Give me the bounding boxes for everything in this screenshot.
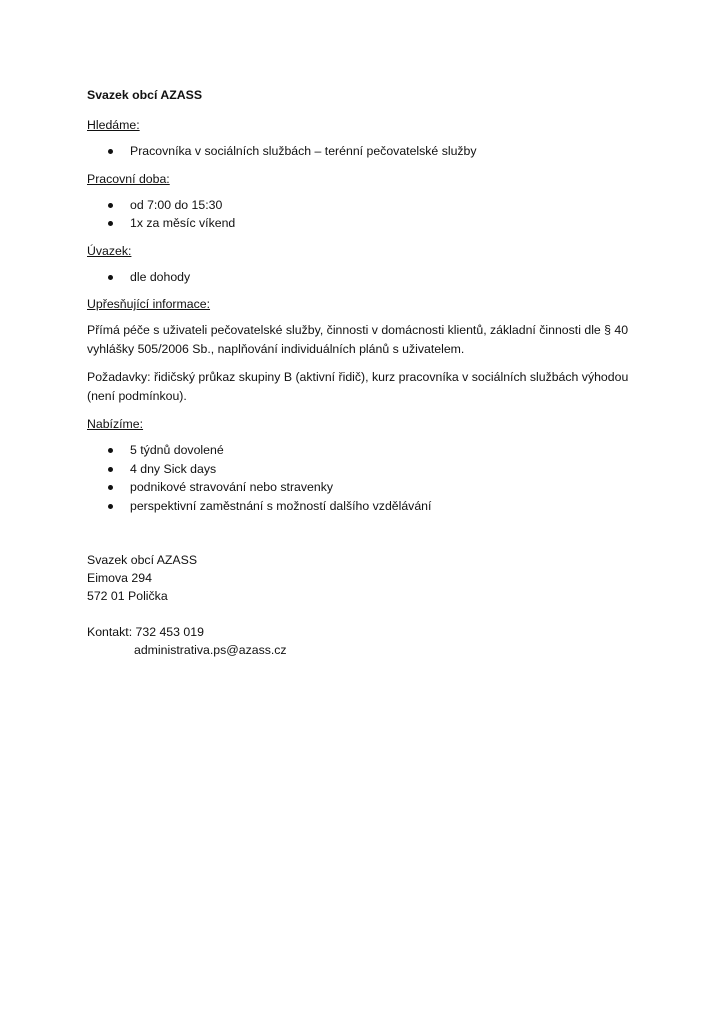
list-item-text: 1x za měsíc víkend — [130, 216, 236, 230]
address-street: Eimova 294 — [87, 571, 152, 585]
document-page — [87, 86, 647, 659]
list-item — [87, 460, 647, 479]
address-block — [87, 551, 647, 605]
paragraph-line: (není podmínkou). — [87, 388, 187, 403]
bullet-icon — [108, 448, 113, 453]
bullet-icon — [108, 149, 113, 154]
section-heading-pracovni-doba: Pracovní doba: — [87, 171, 170, 186]
list-uvazek — [87, 268, 647, 287]
bullet-icon — [108, 504, 113, 509]
paragraph-line: Přímá péče s uživateli pečovatelské služby, činnosti v domácnosti klientů, základní činnosti dle § 40 — [87, 323, 629, 337]
list-item — [87, 478, 647, 497]
list-nabizime — [87, 441, 647, 515]
list-item-text: podnikové stravování nebo stravenky — [130, 480, 334, 494]
bullet-icon — [108, 203, 113, 208]
contact-email[interactable]: administrativa.ps@azass.cz — [134, 643, 287, 657]
list-item-text: Pracovníka v sociálních službách – terénní pečovatelské služby — [130, 144, 477, 158]
paragraph-requirements — [87, 368, 647, 405]
section-heading-upresnujici: Upřesňující informace: — [87, 297, 211, 311]
paragraph-description — [87, 321, 647, 358]
list-item — [87, 268, 647, 287]
list-item-text: 5 týdnů dovolené — [130, 443, 224, 457]
list-item — [87, 196, 647, 215]
document-title: Svazek obcí AZASS — [87, 88, 203, 102]
list-hledame — [87, 142, 647, 161]
address-name: Svazek obcí AZASS — [87, 553, 198, 567]
list-item — [87, 497, 647, 516]
list-item — [87, 214, 647, 233]
bullet-icon — [108, 485, 113, 490]
list-pracovni-doba — [87, 196, 647, 233]
bullet-icon — [108, 275, 113, 280]
list-item-text: 4 dny Sick days — [130, 461, 217, 476]
paragraph-line: vyhlášky 505/2006 Sb., naplňování individuálních plánů s uživatelem. — [87, 341, 465, 356]
paragraph-line: Požadavky: řidičský průkaz skupiny B (aktivní řidič), kurz pracovníka v sociálních službách výhodou — [87, 370, 629, 384]
bullet-icon — [108, 221, 113, 226]
contact-block — [87, 623, 647, 659]
list-item-text: dle dohody — [130, 269, 191, 284]
section-heading-hledame: Hledáme: — [87, 118, 140, 132]
list-item-text: od 7:00 do 15:30 — [130, 197, 223, 212]
contact-phone: Kontakt: 732 453 019 — [87, 625, 204, 639]
section-heading-nabizime: Nabízíme: — [87, 417, 144, 431]
bullet-icon — [108, 467, 113, 472]
list-item — [87, 441, 647, 460]
address-city: 572 01 Polička — [87, 589, 168, 603]
list-item — [87, 142, 647, 161]
section-heading-uvazek: Úvazek: — [87, 243, 132, 258]
list-item-text: perspektivní zaměstnání s možností dalšího vzdělávání — [130, 498, 432, 513]
